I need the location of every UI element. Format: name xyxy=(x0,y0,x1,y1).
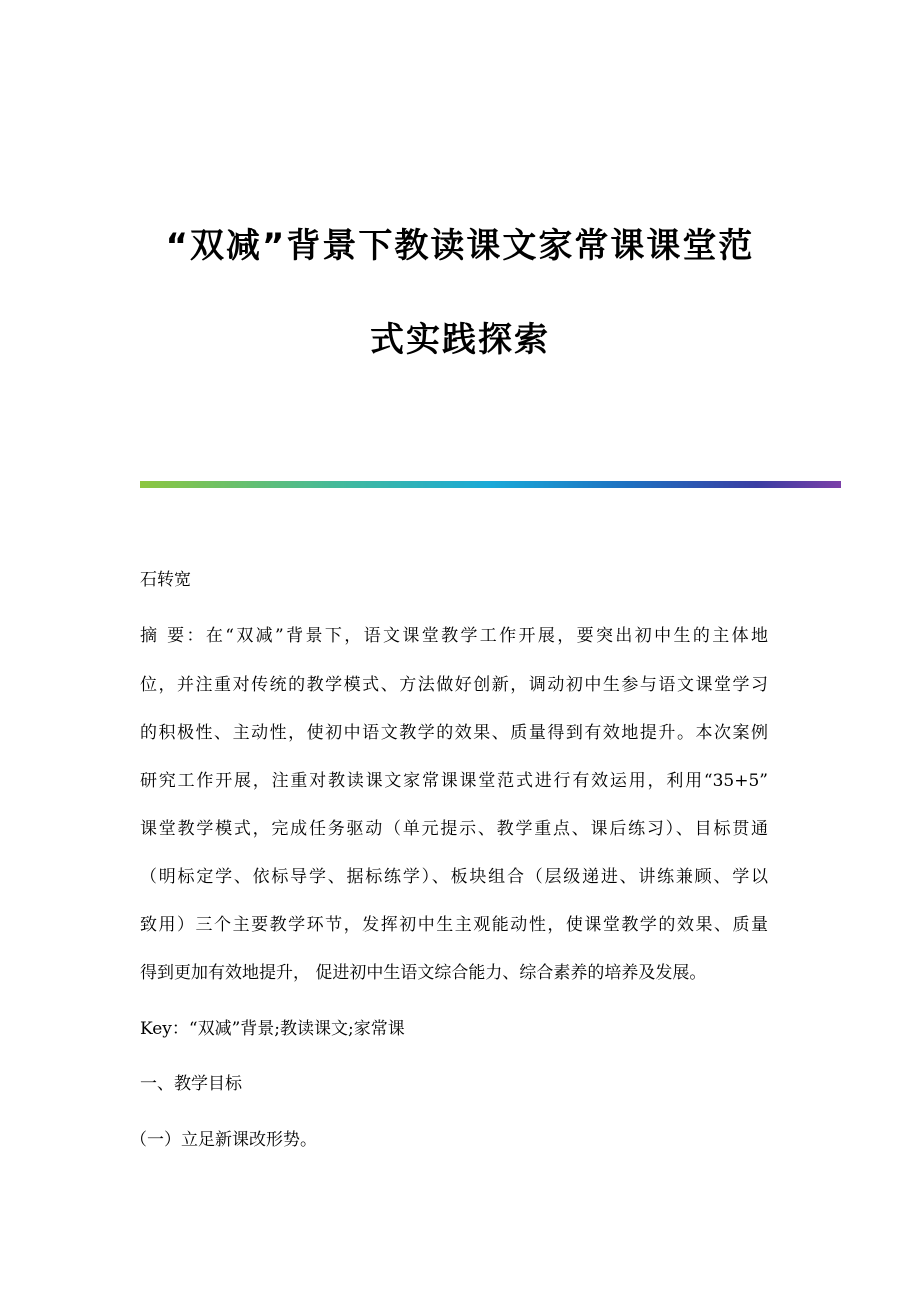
abstract-line: 研究工作开展，注重对教读课文家常课课堂范式进行有效运用，利用“35+5” xyxy=(140,771,768,791)
abstract-line: 得到更加有效地提升， 促进初中生语文综合能力、综合素养的培养及发展。 xyxy=(140,963,707,983)
keywords: Key：“双减”背景;教读课文;家常课 xyxy=(140,1019,405,1039)
page-title-line-1: “双减”背景下教读课文家常课课堂范 xyxy=(165,226,755,266)
gradient-divider xyxy=(140,481,841,488)
author-name: 石转宽 xyxy=(140,570,191,590)
abstract-line: 课堂教学模式，完成任务驱动（单元提示、教学重点、课后练习）、目标贯通 xyxy=(140,819,768,839)
abstract-line: 摘 要：在“双减”背景下，语文课堂教学工作开展，要突出初中生的主体地 xyxy=(140,626,768,646)
section-heading: 一、教学目标 xyxy=(140,1074,242,1094)
abstract-line: 的积极性、主动性，使初中语文教学的效果、质量得到有效地提升。本次案例 xyxy=(140,723,768,743)
section-subheading: （一）立足新课改形势。 xyxy=(130,1130,317,1150)
abstract-line: 位，并注重对传统的教学模式、方法做好创新，调动初中生参与语文课堂学习 xyxy=(140,675,768,695)
abstract-line: 致用）三个主要教学环节，发挥初中生主观能动性，使课堂教学的效果、质量 xyxy=(140,915,768,935)
page-title-line-2: 式实践探索 xyxy=(370,320,550,360)
abstract-line: （明标定学、依标导学、据标练学）、板块组合（层级递进、讲练兼顾、学以 xyxy=(140,867,768,887)
